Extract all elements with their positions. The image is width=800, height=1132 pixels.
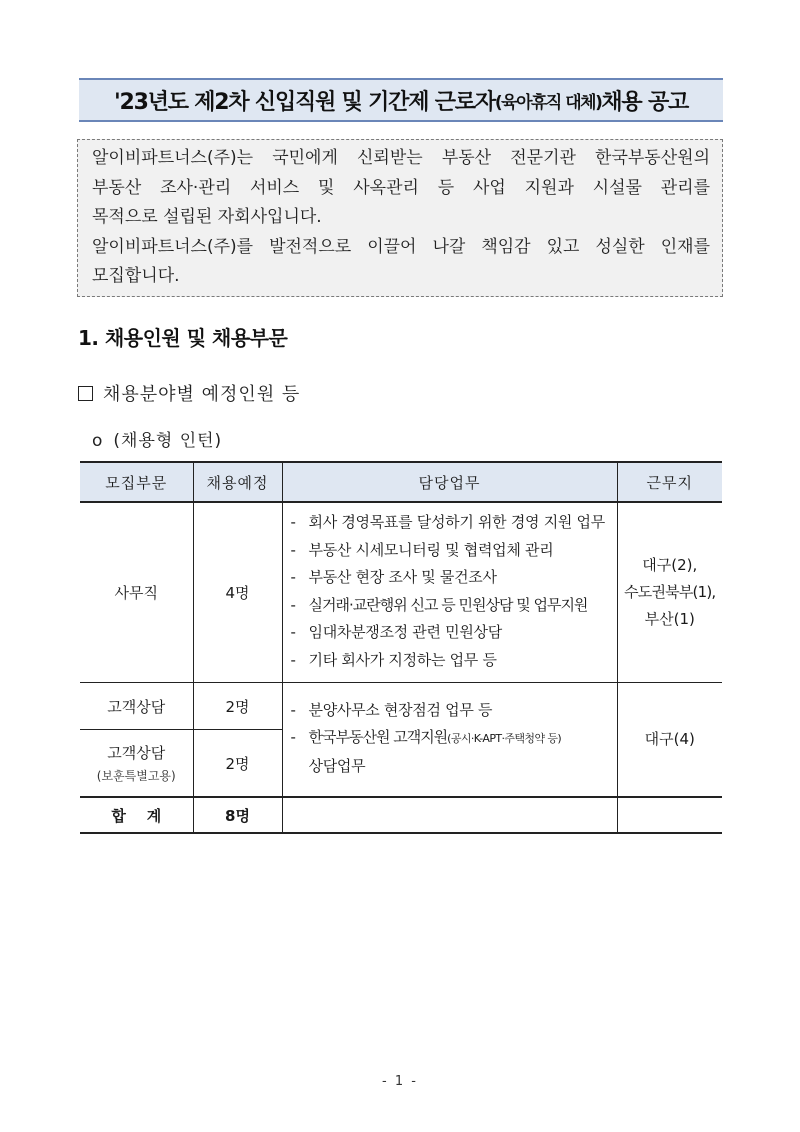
header-dept: 모집부문 [80, 462, 193, 502]
intro-line: 부동산 조사·관리 서비스 및 사옥관리 등 사업 지원과 시설물 관리를 [92, 177, 710, 198]
table-header-row [80, 462, 722, 502]
table-row-total [80, 797, 722, 833]
cell-duties [282, 683, 617, 798]
sub-subheading [92, 426, 222, 451]
cell-count: 2명 [193, 683, 282, 730]
cell-dept: 고객상담 [80, 683, 193, 730]
header-duties: 담당업무 [282, 462, 617, 502]
title-main: '23년도 제2차 신입직원 및 기간제 근로자 [113, 89, 495, 115]
intro-line: 모집합니다. [92, 266, 180, 286]
intro-line: 목적으로 설립된 자회사입니다. [92, 207, 322, 227]
location-line: 수도권북부(1), [624, 583, 716, 601]
duty-item: - 한국부동산원 고객지원(공시·K-APT·주택청약 등) 상담업무 [290, 728, 562, 775]
duty-item: - 분양사무소 현장점검 업무 등 [290, 700, 493, 719]
duty-item: - 회사 경영목표를 달성하기 위한 경영 지원 업무 [290, 513, 605, 531]
total-label: 합 계 [80, 797, 193, 833]
header-count: 채용예정 [193, 462, 282, 502]
cell-location [617, 502, 722, 683]
intro-box [77, 139, 723, 297]
cell-dept [80, 730, 193, 798]
cell-duties [282, 502, 617, 683]
title-sub: (육아휴직 대체) [494, 92, 602, 113]
subheading [78, 380, 300, 406]
total-empty [282, 797, 617, 833]
intro-line: 알이비파트너스(주)는 국민에게 신뢰받는 부동산 전문기관 한국부동산원의 [92, 148, 710, 168]
cell-count: 2명 [193, 730, 282, 798]
location-line: 부산(1) [644, 610, 695, 628]
page-number: - 1 - [382, 1074, 418, 1089]
duty-item: - 부동산 현장 조사 및 물건조사 [290, 568, 497, 586]
circle-bullet-icon: o [92, 431, 104, 451]
sub-subheading-label: (채용형 인턴) [113, 431, 223, 451]
page-title [79, 78, 723, 122]
table-row-office [80, 502, 722, 683]
location-line: 대구(2), [642, 556, 698, 574]
duty-item: - 부동산 시세모니터링 및 협력업체 관리 [290, 540, 554, 559]
intro-line: 알이비파트너스(주)를 발전적으로 이끌어 나갈 책임감 있고 성실한 인재를 [92, 236, 710, 257]
dept-note: (보훈특별고용) [96, 769, 176, 783]
section-heading: 1. 채용인원 및 채용부문 [78, 326, 288, 350]
duty-item: - 임대차분쟁조정 관련 민원상담 [290, 623, 502, 641]
dept-label: 고객상담 [107, 744, 166, 762]
header-location: 근무지 [617, 462, 722, 502]
total-count: 8명 [193, 797, 282, 833]
duty-item: - 실거래·교란행위 신고 등 민원상담 및 업무지원 [290, 595, 588, 614]
subheading-label: 채용분야별 예정인원 등 [103, 384, 301, 405]
recruitment-table [80, 461, 722, 834]
table-row-cs1 [80, 683, 722, 730]
title-tail: 채용 공고 [601, 89, 689, 115]
cell-dept: 사무직 [80, 502, 193, 683]
checkbox-square-icon [78, 386, 93, 401]
duty-item: - 기타 회사가 지정하는 업무 등 [290, 650, 497, 669]
cell-count: 4명 [193, 502, 282, 683]
total-empty [617, 797, 722, 833]
cell-location: 대구(4) [617, 683, 722, 798]
